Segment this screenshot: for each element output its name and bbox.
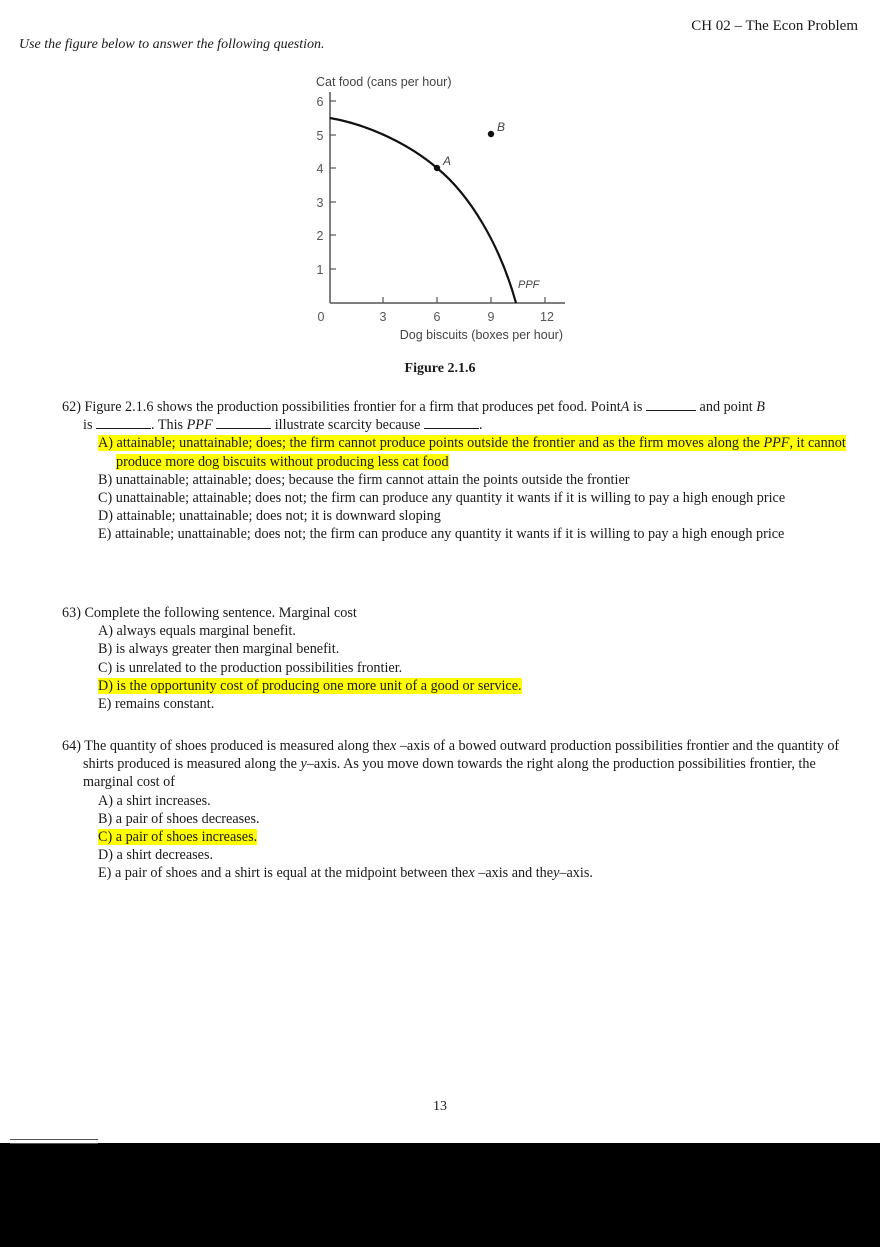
x-ticks [383, 297, 545, 303]
stem-text: is [629, 399, 646, 415]
svg-text:9: 9 [487, 310, 495, 324]
question-number: 64) [62, 738, 81, 754]
figure-caption: Figure 2.1.6 [404, 361, 476, 376]
svg-text:4: 4 [316, 162, 324, 176]
question-64 [62, 737, 852, 883]
stem-text: and point [696, 399, 757, 415]
option-b[interactable]: B) is always greater then marginal benefit. [98, 641, 340, 658]
svg-text:5: 5 [316, 129, 324, 143]
ppf-figure [290, 65, 590, 355]
highlighted-answer: A) attainable; unattainable; does; the firm cannot produce points outside the frontier and as the firm moves along the PPF, it cannot produce more dog biscuits without producing less cat food [98, 435, 846, 470]
svg-text:3: 3 [316, 196, 324, 210]
option-e[interactable]: E) a pair of shoes and a shirt is equal at the midpoint between thex –axis and they–axis. [98, 865, 593, 882]
question-64-options [98, 792, 852, 883]
point-a-marker [434, 165, 440, 171]
answer-blank [646, 398, 696, 411]
highlighted-answer: C) a pair of shoes increases. [98, 829, 258, 846]
option-e[interactable]: E) remains constant. [98, 696, 215, 713]
y-tick-labels [317, 95, 324, 277]
y-axis-label: Cat food (cans per hour) [316, 75, 452, 89]
point-b-ref: B [756, 399, 765, 415]
ppf-curve [330, 118, 516, 303]
answer-blank [216, 416, 271, 429]
svg-text:6: 6 [433, 310, 441, 324]
option-a[interactable]: A) a shirt increases. [98, 792, 211, 809]
stem-text: Complete the following sentence. Marginal cost [84, 605, 357, 621]
svg-text:0: 0 [317, 310, 325, 324]
x-axis-label: Dog biscuits (boxes per hour) [399, 328, 563, 342]
question-63-options [98, 622, 852, 713]
ppf-ref: PPF [186, 417, 213, 434]
x-tick-labels [318, 310, 554, 324]
svg-text:3: 3 [379, 310, 387, 324]
x-axis-ref: x [389, 738, 397, 754]
answer-blank [424, 416, 479, 429]
question-64-stem [62, 737, 852, 792]
option-d[interactable]: D) a shirt decreases. [98, 847, 214, 864]
option-c[interactable]: C) is unrelated to the production possibilities frontier. [98, 659, 403, 676]
y-axis-ref: y [300, 756, 307, 773]
option-d[interactable] [98, 677, 852, 695]
stem-text: . This [151, 417, 187, 434]
point-a-ref: A [620, 399, 630, 415]
question-63 [62, 604, 852, 713]
ppf-chart [290, 65, 590, 355]
option-a[interactable] [98, 434, 852, 470]
question-number: 63) [62, 605, 81, 621]
svg-text:1: 1 [316, 263, 324, 277]
answer-blank [96, 416, 151, 429]
question-number: 62) [62, 399, 81, 415]
stem-text: –axis. As you move down towards the right along the production possibilities frontier, the marginal cost of [83, 756, 816, 791]
figure-instruction: Use the figure below to answer the following question. [19, 37, 325, 52]
option-c[interactable]: C) unattainable; attainable; does not; the firm can produce any quantity it wants if it is willing to pay a high enough price [98, 490, 786, 507]
question-63-stem [62, 604, 852, 622]
point-a-label: A [443, 154, 452, 168]
point-b-marker [488, 131, 494, 137]
y-ticks [330, 101, 336, 269]
question-62 [62, 398, 852, 544]
page-number: 13 [433, 1099, 447, 1114]
svg-text:2: 2 [316, 229, 324, 243]
highlighted-answer: D) is the opportunity cost of producing one more unit of a good or service. [98, 677, 522, 694]
point-b-label: B [497, 120, 506, 134]
option-d[interactable]: D) attainable; unattainable; does not; it is downward sloping [98, 508, 441, 525]
stem-text: –axis of a bowed outward production possibilities frontier and the quantity of shirts produced is measured along the [83, 738, 840, 773]
stem-text: . [479, 417, 483, 434]
svg-text:6: 6 [316, 95, 324, 109]
stem-text: Figure 2.1.6 shows the production possibilities frontier for a firm that produces pet food. Point [84, 399, 621, 415]
question-62-stem [62, 398, 852, 434]
svg-text:12: 12 [540, 310, 554, 324]
footer-rule [10, 1139, 98, 1144]
ppf-label: PPF [518, 279, 540, 291]
stem-text: The quantity of shoes produced is measured along the [84, 738, 390, 754]
chapter-header: CH 02 – The Econ Problem [691, 18, 858, 34]
option-b[interactable]: B) a pair of shoes decreases. [98, 810, 260, 827]
question-62-options [98, 434, 852, 543]
option-b[interactable]: B) unattainable; attainable; does; because the firm cannot attain the points outside the frontier [98, 471, 630, 488]
option-e[interactable]: E) attainable; unattainable; does not; the firm can produce any quantity it wants if it is willing to pay a high enough price [98, 526, 785, 543]
option-a[interactable]: A) always equals marginal benefit. [98, 623, 296, 640]
stem-text: illustrate scarcity because [271, 417, 425, 434]
stem-text: is [83, 417, 97, 434]
option-c[interactable] [98, 828, 852, 846]
